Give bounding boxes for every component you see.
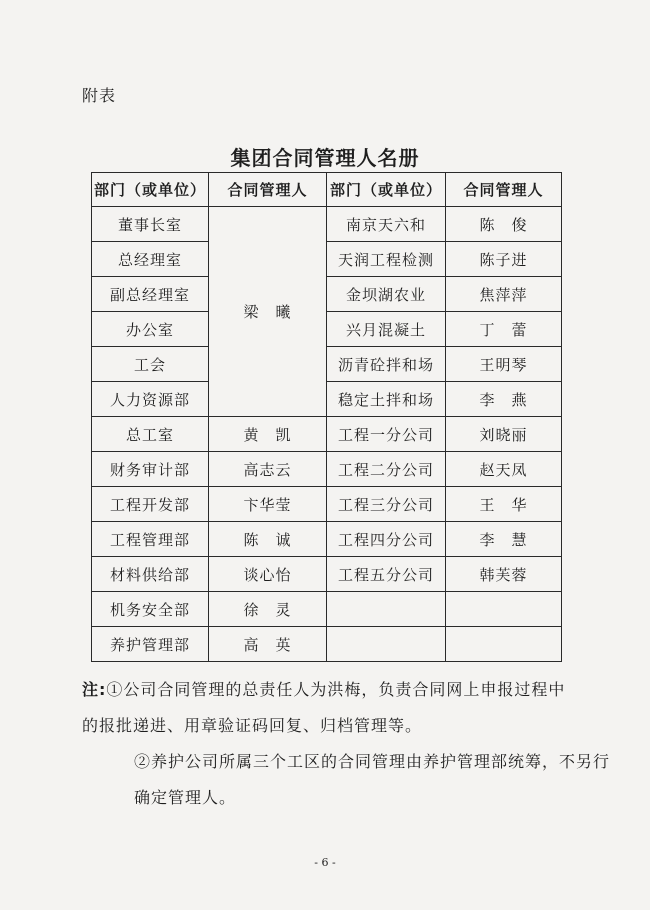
dept-cell: 工程一分公司	[327, 417, 446, 452]
dept-cell: 工程管理部	[92, 522, 209, 557]
merged-manager-cell: 梁 曦	[209, 207, 327, 417]
table-row	[92, 592, 562, 627]
manager-cell: 陈 俊	[446, 207, 562, 242]
dept-cell: 稳定土拌和场	[327, 382, 446, 417]
dept-cell: 总工室	[92, 417, 209, 452]
page-number: - 6 -	[314, 856, 336, 869]
table-row	[92, 452, 562, 487]
header-manager-right: 合同管理人	[446, 173, 562, 207]
dept-cell: 南京天六和	[327, 207, 446, 242]
manager-cell: 李 慧	[446, 522, 562, 557]
manager-cell: 王明琴	[446, 347, 562, 382]
dept-cell: 沥青砼拌和场	[327, 347, 446, 382]
annex-label: 附表	[82, 86, 117, 105]
dept-cell: 机务安全部	[92, 592, 209, 627]
dept-cell: 材料供给部	[92, 557, 209, 592]
manager-cell: 李 燕	[446, 382, 562, 417]
table-row	[92, 487, 562, 522]
empty-cell	[446, 592, 562, 627]
manager-cell: 丁 蕾	[446, 312, 562, 347]
manager-cell: 黄 凯	[209, 417, 327, 452]
note-2	[82, 744, 624, 816]
manager-cell: 徐 灵	[209, 592, 327, 627]
manager-roster-table	[91, 172, 562, 662]
dept-cell: 副总经理室	[92, 277, 209, 312]
dept-cell: 金坝湖农业	[327, 277, 446, 312]
header-dept-right: 部门（或单位）	[327, 173, 446, 207]
manager-cell: 卞华莹	[209, 487, 327, 522]
dept-cell: 兴月混凝土	[327, 312, 446, 347]
dept-cell: 董事长室	[92, 207, 209, 242]
dept-cell: 工程开发部	[92, 487, 209, 522]
dept-cell: 工会	[92, 347, 209, 382]
table-row	[92, 627, 562, 662]
document-title: 集团合同管理人名册	[230, 146, 420, 170]
dept-cell: 工程四分公司	[327, 522, 446, 557]
dept-cell: 工程五分公司	[327, 557, 446, 592]
dept-cell: 养护管理部	[92, 627, 209, 662]
manager-cell: 高 英	[209, 627, 327, 662]
table-header-row	[92, 173, 562, 207]
manager-cell: 高志云	[209, 452, 327, 487]
manager-cell: 陈子进	[446, 242, 562, 277]
table-row	[92, 312, 562, 347]
table-row	[92, 417, 562, 452]
manager-cell: 焦萍萍	[446, 277, 562, 312]
table-row	[92, 207, 562, 242]
header-dept-left: 部门（或单位）	[92, 173, 209, 207]
dept-cell: 人力资源部	[92, 382, 209, 417]
table-row	[92, 242, 562, 277]
table-row	[92, 522, 562, 557]
dept-cell: 财务审计部	[92, 452, 209, 487]
dept-cell: 工程二分公司	[327, 452, 446, 487]
note-prefix: 注:	[82, 680, 107, 699]
dept-cell: 总经理室	[92, 242, 209, 277]
manager-cell: 王 华	[446, 487, 562, 522]
header-manager-left: 合同管理人	[209, 173, 327, 207]
empty-cell	[327, 592, 446, 627]
empty-cell	[446, 627, 562, 662]
dept-cell: 办公室	[92, 312, 209, 347]
manager-cell: 刘晓丽	[446, 417, 562, 452]
manager-cell: 陈 诚	[209, 522, 327, 557]
table-row	[92, 557, 562, 592]
manager-cell: 谈心怡	[209, 557, 327, 592]
table-row	[92, 347, 562, 382]
note-1	[82, 672, 572, 744]
table-row	[92, 277, 562, 312]
dept-cell: 天润工程检测	[327, 242, 446, 277]
note-2-text: ②养护公司所属三个工区的合同管理由养护管理部统筹，不另行确定管理人。	[134, 752, 611, 807]
empty-cell	[327, 627, 446, 662]
dept-cell: 工程三分公司	[327, 487, 446, 522]
manager-cell: 赵天凤	[446, 452, 562, 487]
table-row	[92, 382, 562, 417]
note-1-text: ①公司合同管理的总责任人为洪梅，负责合同网上申报过程中的报批递进、用章验证码回复、归档管理等。	[82, 680, 566, 735]
manager-cell: 韩芙蓉	[446, 557, 562, 592]
